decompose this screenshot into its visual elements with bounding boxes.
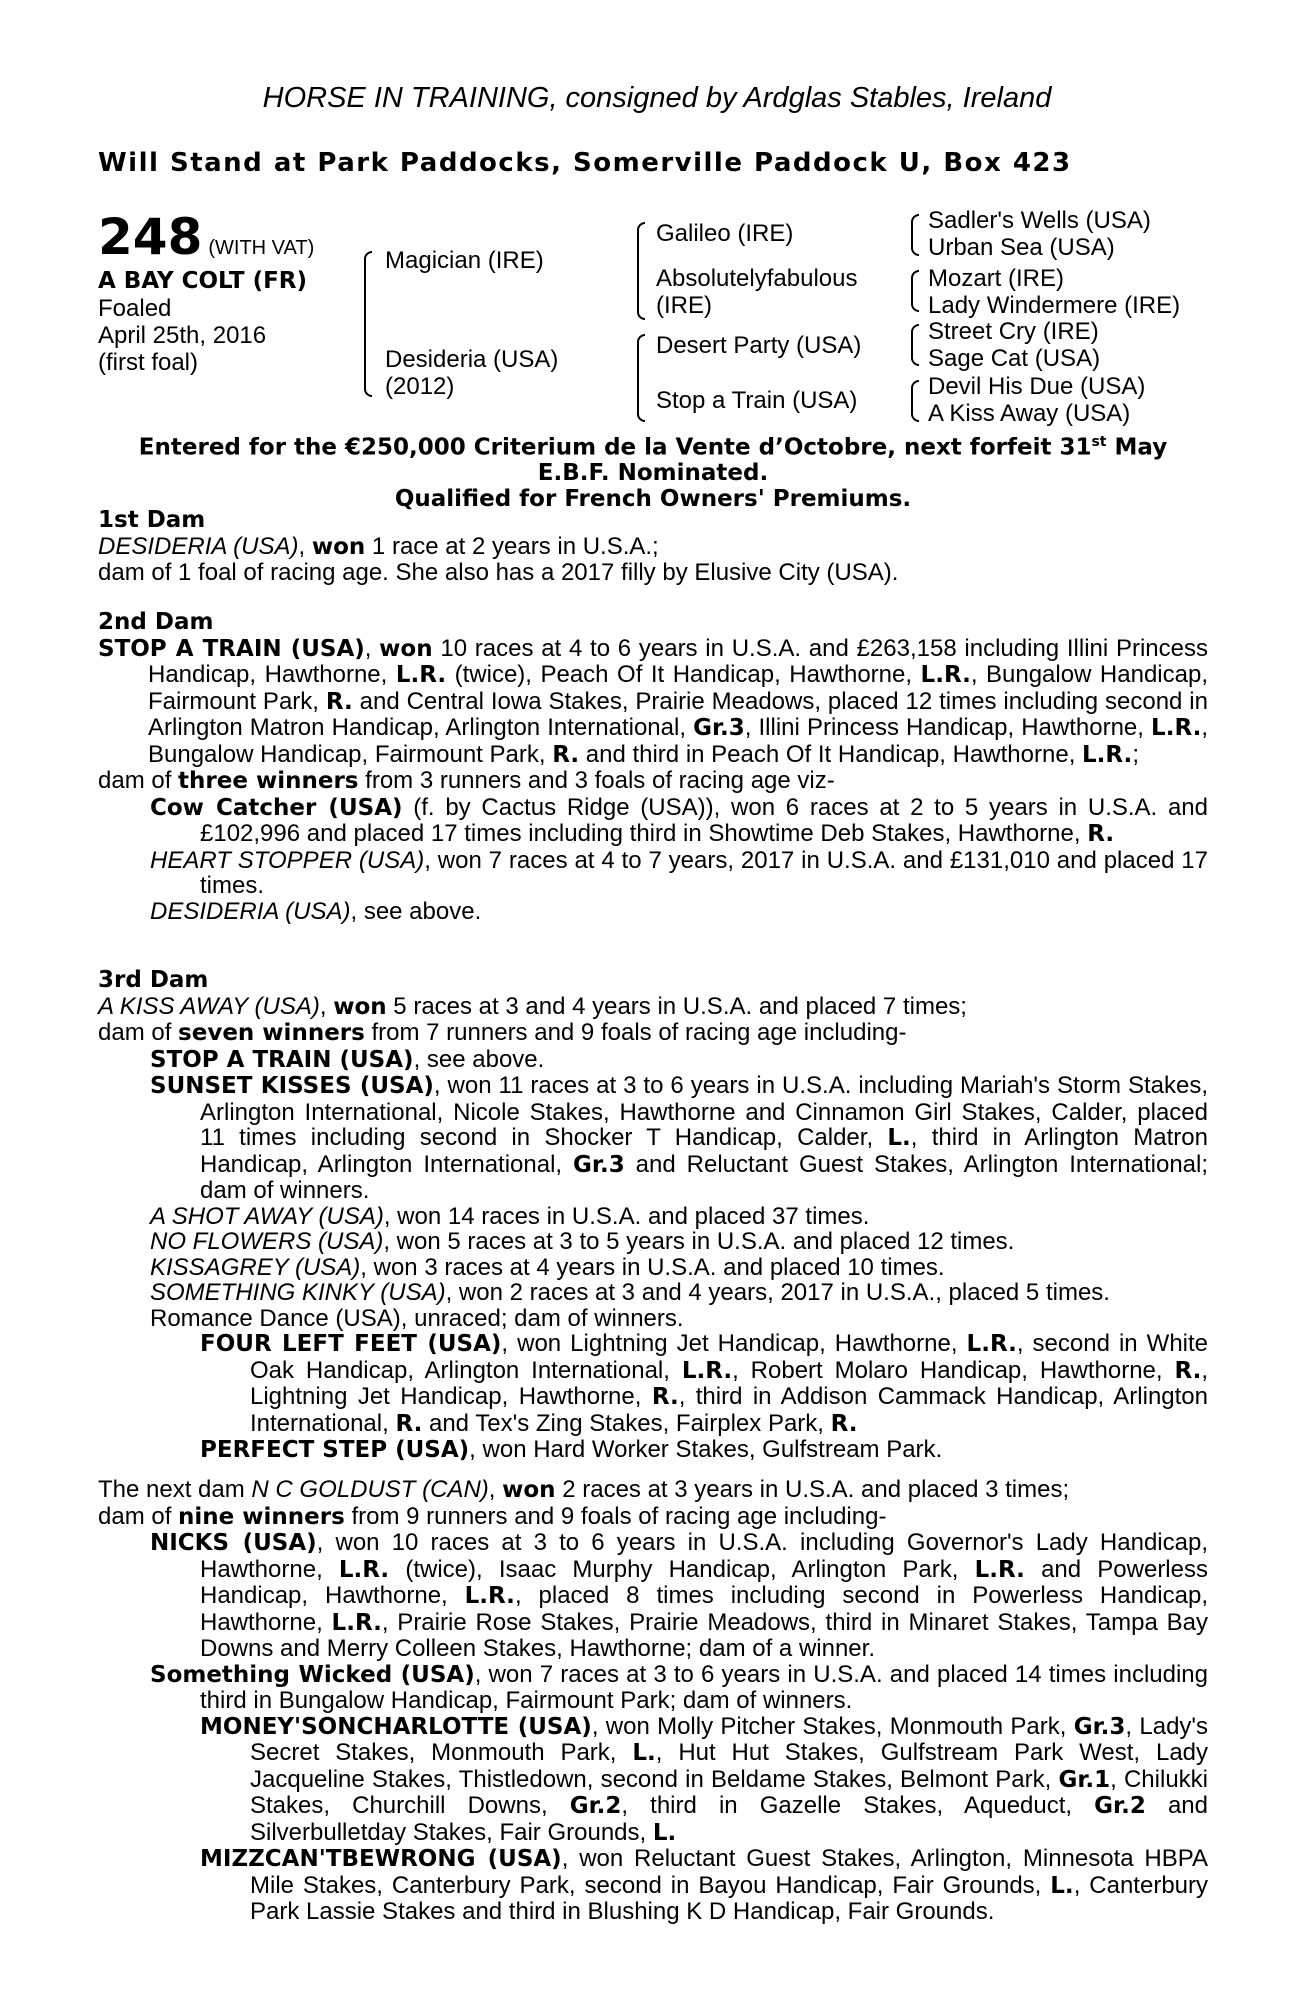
- pedigree-dds: Devil His Due (USA): [928, 373, 1146, 400]
- first-foal-note: (first foal): [98, 349, 199, 376]
- t: , see above.: [350, 897, 482, 925]
- t: , won 2 races at 3 and 4 years, 2017 in U.S.A., placed 5 times.: [445, 1279, 1110, 1306]
- second-dam-record: STOP A TRAIN (USA), won 10 races at 4 to 6 years in U.S.A. and £263,158 including Illini Princess Handicap, Hawthorne, L.R. (twice), Peach Of It Handicap, Hawthorne, L.R., Bungalow Handicap, Fairmount Park, R. and Central Iowa Stakes, Prairie Meadows, placed 12 times including second in Arlington Matron Handicap, Arlington International, Gr.3, Illini Princess Handicap, Hawthorne, L.R., Bungalow Handicap, Fairmount Park, R. and third in Peach Of It Handicap, Hawthorne, L.R.;: [98, 634, 1208, 768]
- lr-label: L.R.: [338, 1556, 390, 1583]
- r-label: R.: [395, 1410, 423, 1437]
- dam-bracket: [364, 335, 372, 397]
- foal-name: PERFECT STEP (USA): [200, 1437, 470, 1463]
- gr3-label: Gr.3: [693, 715, 745, 741]
- lr-label: L.R.: [464, 1583, 515, 1609]
- criterium-entry: [98, 430, 1208, 461]
- r-label: R.: [651, 1384, 679, 1410]
- won-label: won: [379, 635, 433, 662]
- horse-name: A BAY COLT (FR): [98, 268, 308, 294]
- t: , see above.: [413, 1045, 545, 1073]
- pedigree-sss: Sadler's Wells (USA): [928, 207, 1151, 234]
- t: dam of: [98, 1502, 179, 1530]
- g3-bracket-4t: [911, 380, 919, 402]
- t: and third in Peach Of It Handicap, Hawthorne,: [579, 740, 1083, 768]
- foal-entry: [150, 1255, 1208, 1281]
- lot-number: 248: [98, 208, 203, 266]
- t: from 9 runners and 9 foals of racing age including-: [344, 1502, 887, 1530]
- t: and Silverbulletday Stakes, Fair Grounds,: [250, 1792, 1208, 1846]
- t: , won Molly Pitcher Stakes, Monmouth Park,: [591, 1712, 1074, 1740]
- foal-name: NO FLOWERS (USA): [150, 1228, 384, 1255]
- g3-bracket-3b: [911, 344, 919, 366]
- l-label: L.: [652, 1819, 677, 1846]
- gr3-label: Gr.3: [573, 1151, 625, 1178]
- third-dam-name: A KISS AWAY (USA): [98, 992, 320, 1020]
- dam-line-bracket-top: [637, 334, 645, 380]
- foal-name: STOP A TRAIN (USA): [150, 1046, 414, 1073]
- l-label: L.: [887, 1125, 911, 1151]
- t: , Robert Molaro Handicap, Hawthorne,: [732, 1356, 1175, 1384]
- t: from 3 runners and 3 foals of racing age viz-: [358, 767, 835, 794]
- t: ;: [1132, 740, 1139, 768]
- t: and Tex's Zing Stakes, Fairplex Park,: [422, 1409, 831, 1437]
- l-label: L.: [632, 1740, 656, 1766]
- pedigree-sdd: Lady Windermere (IRE): [928, 292, 1181, 319]
- t: , third in Addison Cammack Handicap, Arlington International,: [250, 1383, 1209, 1437]
- lr-label: L.R.: [974, 1556, 1025, 1583]
- third-dam-record: A KISS AWAY (USA), won 5 races at 3 and 4 years in U.S.A. and placed 7 times;: [98, 992, 967, 1020]
- t: , Lightning Jet Handicap, Hawthorne,: [250, 1356, 1208, 1410]
- grandfoal-entry: [200, 1437, 1208, 1464]
- r-label: R.: [830, 1410, 858, 1437]
- t: , won 10 races at 3 to 6 years in U.S.A. including Governor's Lady Handicap, Hawthorne,: [200, 1529, 1208, 1583]
- t: The next dam: [98, 1476, 252, 1503]
- t: , Canterbury Park Lassie Stakes and third in Blushing K D Handicap, Fair Grounds.: [250, 1871, 1209, 1925]
- foal-name: MONEY'SONCHARLOTTE (USA): [200, 1713, 592, 1740]
- pedigree-sire: Magician (IRE): [385, 247, 544, 274]
- lr-label: L.R.: [395, 662, 447, 688]
- t: , second in White Oak Handicap, Arlington International,: [250, 1330, 1209, 1384]
- lr-label: L.R.: [966, 1331, 1017, 1357]
- vat-note: (WITH VAT): [208, 237, 315, 259]
- third-dam-produce: [98, 1020, 1208, 1047]
- t: (twice), Peach Of It Handicap, Hawthorne,: [446, 661, 921, 688]
- page-title: HORSE IN TRAINING, consigned by Ardglas Stables, Ireland: [262, 82, 1052, 114]
- foaled-label: Foaled: [98, 295, 172, 322]
- foal-entry: [150, 795, 1208, 848]
- foal-name: NICKS (USA): [150, 1530, 317, 1556]
- lr-label: L.R.: [1082, 741, 1133, 768]
- t: (twice), Isaac Murphy Handicap, Arlington Park,: [389, 1555, 975, 1583]
- gr2-label: Gr.2: [569, 1793, 622, 1819]
- grandfoal-entry: [200, 1846, 1208, 1925]
- foal-name: Cow Catcher (USA): [150, 794, 403, 821]
- sire-bracket: [364, 251, 372, 337]
- first-dam-heading: 1st Dam: [98, 507, 206, 533]
- lr-label: L.R.: [331, 1609, 382, 1636]
- foal-entry: [150, 1662, 1208, 1714]
- winners-count: seven winners: [178, 1020, 365, 1046]
- foal-name: FOUR LEFT FEET (USA): [200, 1331, 502, 1357]
- pedigree-dam-year: (2012): [385, 373, 455, 400]
- next-dam-name: N C GOLDUST (CAN): [251, 1476, 489, 1503]
- gr3-label: Gr.3: [1073, 1713, 1126, 1740]
- pedigree-dam-dam: Stop a Train (USA): [656, 387, 858, 414]
- lr-label: L.R.: [1151, 715, 1202, 741]
- t: and Powerless Handicap, Hawthorne,: [200, 1555, 1208, 1609]
- r-label: R.: [325, 688, 353, 715]
- foal-name: KISSAGREY (USA): [150, 1253, 361, 1281]
- foal-entry: [150, 1073, 1208, 1204]
- winners-count: three winners: [178, 768, 359, 794]
- lr-label: L.R.: [681, 1357, 733, 1384]
- foal-name: Something Wicked (USA): [150, 1661, 475, 1688]
- lr-label: L.R.: [920, 662, 971, 688]
- second-dam-name: STOP A TRAIN (USA): [98, 635, 365, 662]
- g3-bracket-2t: [911, 270, 919, 292]
- pedigree-ddd: A Kiss Away (USA): [928, 400, 1131, 427]
- r-label: R.: [1174, 1357, 1202, 1384]
- l-label: L.: [1050, 1872, 1074, 1899]
- t: 10 races at 4 to 6 years in U.S.A. and £263,158 including Illini Princess Handicap, Hawthorne,: [148, 634, 1208, 688]
- t: , won 14 races in U.S.A. and placed 37 times.: [383, 1202, 870, 1230]
- won-label: won: [333, 993, 387, 1020]
- foal-entry: [150, 899, 1208, 925]
- second-dam-section: [98, 610, 1208, 924]
- r-label: R.: [552, 741, 580, 768]
- won-label: won: [502, 1477, 556, 1503]
- t: , Prairie Rose Stakes, Prairie Meadows, third in Minaret Stakes, Tampa Bay Downs and Merry Colleen Stakes, Hawthorne; dam of a winner.: [200, 1608, 1208, 1662]
- foaled-date: April 25th, 2016: [98, 322, 267, 349]
- foal-name: MIZZCAN'TBEWRONG (USA): [200, 1846, 562, 1872]
- race-entries: [98, 430, 1208, 512]
- third-dam-section: [98, 968, 1208, 1464]
- t: from 7 runners and 9 foals of racing age including-: [364, 1019, 907, 1046]
- g3-bracket-1b: [911, 234, 919, 256]
- gr2-label: Gr.2: [1094, 1793, 1146, 1819]
- t: , won Reluctant Guest Stakes, Arlington, Minnesota HBPA Mile Stakes, Canterbury Park, second in Bayou Handicap, Fair Grounds,: [250, 1845, 1208, 1899]
- first-dam-text: 1 race at 2 years in U.S.A.;: [365, 532, 659, 560]
- pedigree-sire-sire: Galileo (IRE): [656, 220, 794, 247]
- t: , Illini Princess Handicap, Hawthorne,: [744, 714, 1152, 741]
- t: 5 races at 3 and 4 years in U.S.A. and placed 7 times;: [386, 992, 967, 1020]
- second-dam-heading: 2nd Dam: [98, 609, 214, 635]
- french-premiums: Qualified for French Owners' Premiums.: [394, 485, 912, 512]
- first-dam-produce: dam of 1 foal of racing age. She also has a 2017 filly by Elusive City (USA).: [98, 559, 899, 586]
- t: , won 7 races at 3 to 6 years in U.S.A. and placed 14 times including third in Bungalow Handicap, Fairmount Park; dam of winners.: [200, 1660, 1208, 1714]
- t: , won Lightning Jet Handicap, Hawthorne,: [501, 1330, 967, 1357]
- criterium-text: Entered for the €250,000 Criterium de la Vente d’Octobre, next forfeit 31: [138, 434, 1092, 461]
- t: , Hut Hut Stakes, Gulfstream Park West, Lady Jacqueline Stakes, Thistledown, second in Beldame Stakes, Belmont Park,: [250, 1739, 1209, 1793]
- foal-entry: [150, 848, 1208, 899]
- t: 2 races at 3 years in U.S.A. and placed 3 times;: [555, 1476, 1070, 1503]
- t: , Bungalow Handicap, Fairmount Park,: [148, 661, 1208, 715]
- foal-entry: [150, 1530, 1208, 1662]
- foal-name: SOMETHING KINKY (USA): [150, 1279, 446, 1306]
- g3-bracket-4b: [911, 400, 919, 422]
- t: , won Hard Worker Stakes, Gulfstream Park.: [469, 1436, 943, 1463]
- t: , third in Gazelle Stakes, Aqueduct,: [621, 1792, 1095, 1819]
- t: , third in Arlington Matron Handicap, Arlington International,: [200, 1124, 1208, 1178]
- sire-line-bracket-top: [637, 222, 645, 276]
- pedigree-ssd: Urban Sea (USA): [928, 234, 1115, 261]
- t: , won 3 races at 4 years in U.S.A. and placed 10 times.: [360, 1253, 945, 1281]
- criterium-sup: st: [1091, 434, 1107, 450]
- pedigree-sds: Mozart (IRE): [928, 265, 1065, 292]
- foal-entry: [150, 1047, 1208, 1074]
- dam-line-bracket-bottom: [637, 378, 645, 422]
- t: dam of: [98, 767, 179, 794]
- pedigree-dss: Street Cry (IRE): [928, 318, 1099, 345]
- t: and Reluctant Guest Stakes, Arlington International; dam of winners.: [200, 1150, 1209, 1204]
- next-dam-produce: [98, 1504, 1208, 1531]
- foal-name: HEART STOPPER (USA): [150, 846, 425, 874]
- criterium-end: May: [1106, 434, 1168, 461]
- pedigree-dsd: Sage Cat (USA): [928, 345, 1101, 372]
- pedigree-dam-sire: Desert Party (USA): [656, 332, 862, 359]
- t: , won 11 races at 3 to 6 years in U.S.A. including Mariah's Storm Stakes, Arlington International, Nicole Stakes, Hawthorne and Cinnamon Girl Stakes, Calder, placed 11 times including second in Shocker T Handicap, Calder,: [200, 1072, 1208, 1151]
- foal-name: SUNSET KISSES (USA): [150, 1073, 434, 1099]
- foal-entry: [150, 1229, 1208, 1255]
- sire-line-bracket-bottom: [637, 274, 645, 320]
- pedigree-sire-dam-2: (IRE): [656, 292, 712, 319]
- pedigree-sire-dam: Absolutelyfabulous: [656, 265, 858, 292]
- first-dam-section: [98, 508, 1208, 586]
- next-dam-record: The next dam N C GOLDUST (CAN), won 2 races at 3 years in U.S.A. and placed 3 times;: [98, 1476, 1070, 1503]
- t: , Bungalow Handicap, Fairmount Park,: [148, 714, 1208, 768]
- t: , won 7 races at 4 to 7 years, 2017 in U.S.A. and £131,010 and placed 17 times.: [200, 846, 1208, 899]
- second-dam-produce: [98, 768, 1208, 795]
- foal-entry: Romance Dance (USA), unraced; dam of winners.: [150, 1304, 684, 1332]
- grandfoal-entry: [200, 1331, 1208, 1437]
- t: , placed 8 times including second in Powerless Handicap, Hawthorne,: [200, 1582, 1208, 1636]
- lot-info: [98, 208, 314, 376]
- next-dam-section: [98, 1477, 1208, 1925]
- first-dam-name: DESIDERIA (USA): [98, 532, 299, 560]
- t: (f. by Cactus Ridge (USA)), won 6 races at 2 to 5 years in U.S.A. and £102,996 and placed 17 times including third in Showtime Deb Stakes, Hawthorne,: [200, 793, 1209, 847]
- t: , Chilukki Stakes, Churchill Downs,: [250, 1765, 1208, 1819]
- t: , Lady's Secret Stakes, Monmouth Park,: [250, 1712, 1208, 1766]
- t: dam of: [98, 1019, 179, 1046]
- g3-bracket-1t: [911, 214, 919, 236]
- first-dam-record: DESIDERIA (USA), won 1 race at 2 years in U.S.A.;: [98, 532, 659, 560]
- foal-name: A SHOT AWAY (USA): [150, 1202, 384, 1230]
- stand-location: Will Stand at Park Paddocks, Somerville Paddock U, Box 423: [98, 148, 1072, 178]
- winners-count: nine winners: [178, 1503, 345, 1530]
- g3-bracket-2b: [911, 290, 919, 312]
- foal-name: DESIDERIA (USA): [150, 897, 351, 925]
- t: and Central Iowa Stakes, Prairie Meadows, placed 12 times including second in Arlington Matron Handicap, Arlington International,: [148, 687, 1208, 741]
- pedigree-dam: Desideria (USA): [385, 346, 559, 373]
- grandfoal-entry: [200, 1714, 1208, 1847]
- foal-entry: [150, 1204, 1208, 1230]
- t: , won 5 races at 3 to 5 years in U.S.A. and placed 12 times.: [383, 1228, 1015, 1255]
- g3-bracket-3t: [911, 324, 919, 346]
- gr1-label: Gr.1: [1058, 1766, 1111, 1793]
- ebf-nominated: E.B.F. Nominated.: [537, 460, 769, 487]
- r-label: R.: [1087, 821, 1115, 847]
- foal-entry: [150, 1280, 1208, 1306]
- won-label: won: [311, 533, 366, 560]
- third-dam-heading: 3rd Dam: [98, 967, 209, 993]
